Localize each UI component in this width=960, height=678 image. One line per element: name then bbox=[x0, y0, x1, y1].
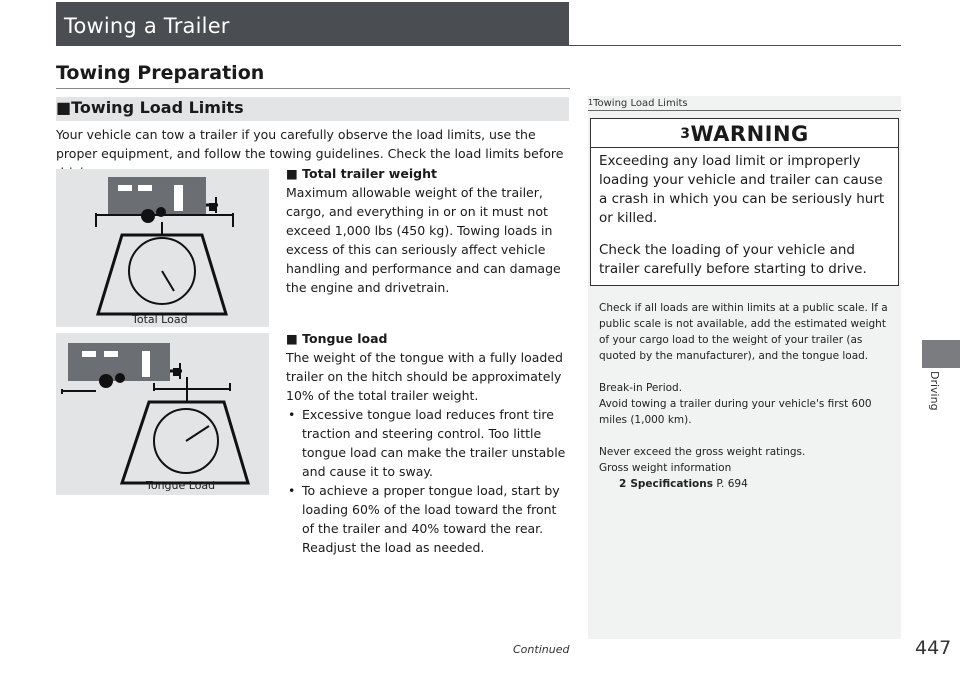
note-paragraph: Avoid towing a trailer during your vehicle's first 600 miles (1,000 km). bbox=[599, 398, 872, 426]
note-heading: Break-in Period. bbox=[599, 382, 683, 394]
subsection-marker: ■ bbox=[56, 98, 72, 117]
tongue-load-figure bbox=[56, 333, 269, 495]
spec-link[interactable]: Specifications bbox=[630, 478, 713, 490]
total-load-illustration bbox=[56, 169, 269, 327]
total-weight-block bbox=[286, 164, 571, 297]
heading-text: Tongue load bbox=[302, 331, 388, 346]
total-load-caption: Total Load bbox=[132, 313, 188, 326]
tongue-load-heading bbox=[286, 329, 571, 348]
sidebar-rule bbox=[588, 110, 901, 111]
warning-title-text: WARNING bbox=[690, 122, 809, 146]
sidebar-heading bbox=[588, 98, 688, 109]
spec-page: P. 694 bbox=[716, 478, 748, 490]
warning-paragraph: Exceeding any load limit or improperly loading your vehicle and trailer can cause a crash in which you can be seriously hurt or killed. bbox=[599, 153, 885, 226]
warning-paragraph: Check the loading of your vehicle and trailer carefully before starting to drive. bbox=[599, 242, 867, 277]
bullet-item: • Excessive tongue load reduces front tire traction and steering control. Too little tongue load can make the trailer unstable and cause it to sway. bbox=[286, 405, 571, 481]
reference-arrow-icon: 2 bbox=[619, 478, 627, 490]
section-title: Towing Preparation bbox=[56, 62, 265, 84]
tongue-load-block bbox=[286, 329, 571, 557]
total-load-figure bbox=[56, 169, 269, 327]
note-paragraph: Never exceed the gross weight ratings. bbox=[599, 446, 806, 458]
note-paragraph: Gross weight information bbox=[599, 462, 732, 474]
note-paragraph: Check if all loads are within limits at a public scale. If a public scale is not available, add the estimated weight of your cargo load to the weight of your trailer (as quoted by the manufacturer), and the tongue load. bbox=[599, 302, 888, 362]
chapter-title: Towing a Trailer bbox=[64, 14, 230, 38]
tongue-load-caption: Tongue Load bbox=[146, 479, 216, 492]
warning-text bbox=[599, 152, 893, 279]
page-number: 447 bbox=[915, 637, 952, 659]
tongue-load-text: The weight of the tongue with a fully loaded trailer on the hitch should be approximately 10% of the total trailer weight. bbox=[286, 350, 563, 403]
warning-icon: 3 bbox=[680, 126, 691, 142]
bullet-item: • To achieve a proper tongue load, start by loading 60% of the load toward the front of the trailer and 40% toward the rear. Readjust the load as needed. bbox=[286, 481, 571, 557]
tongue-load-bullets bbox=[286, 405, 571, 557]
chapter-tab-label: Driving bbox=[928, 371, 941, 411]
sidebar-notes bbox=[599, 300, 893, 492]
continued-label: Continued bbox=[513, 643, 570, 656]
subsection-title-text: Towing Load Limits bbox=[71, 98, 244, 117]
total-weight-text: Maximum allowable weight of the trailer, cargo, and everything in or on it must not exceed 1,000 lbs (450 kg). Towing loads in excess of this can seriously affect vehicle handling and performance and can damage the engine and drivetrain. bbox=[286, 185, 561, 295]
total-weight-heading bbox=[286, 164, 571, 183]
chapter-tab bbox=[922, 340, 960, 368]
header-rule bbox=[569, 45, 901, 46]
sidebar-heading-text: Towing Load Limits bbox=[593, 98, 688, 109]
heading-marker: ■ bbox=[286, 166, 298, 181]
tongue-load-illustration bbox=[56, 333, 269, 495]
subsection-title bbox=[56, 98, 244, 117]
spec-reference bbox=[599, 476, 893, 492]
ref-marker: 1 bbox=[588, 98, 594, 107]
warning-divider bbox=[590, 147, 899, 148]
heading-marker: ■ bbox=[286, 331, 298, 346]
heading-text: Total trailer weight bbox=[302, 166, 437, 181]
warning-title bbox=[590, 122, 899, 146]
section-rule bbox=[56, 88, 570, 89]
intro-paragraph: Your vehicle can tow a trailer if you carefully observe the load limits, use the proper equipment, and follow the towing guidelines. Check the load limits before bbox=[56, 127, 564, 161]
